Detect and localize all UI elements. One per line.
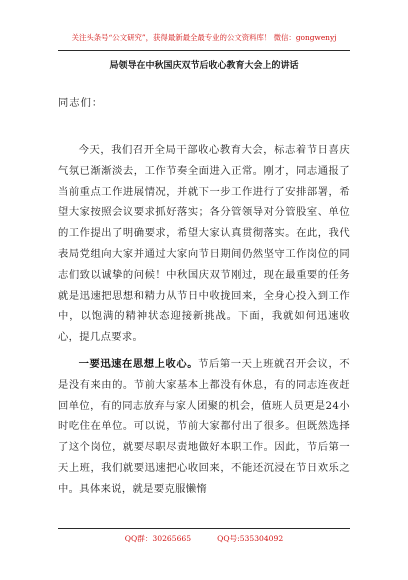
footer-qq-group: QQ群：30265665 xyxy=(124,534,192,543)
footer-divider xyxy=(58,528,350,529)
body-paragraph-1: 今天，我们召开全局干部收心教育大会，标志着节日喜庆气氛已渐渐淡去，工作节奏全面进入正常。刚才，同志通报了当前重点工作进展情况，并就下一步工作进行了安排部署，希望大家按照会议要求抓好落实；各分管领导对分管股室、单位的工作提出了明确要求，希望大家认真贯彻落实。在此，我代表局党组向大家并通过大家向节日期间仍然坚守工作岗位的同志们致以诚挚的问候！中秋国庆双节刚过，现在最重要的任务就是迅速把思想和精力从节日中收拢回来，全身心投入到工作中，以饱满的精神状态迎接新挑战。下面，我就如何迅速收心，提几点要求。 xyxy=(58,144,350,344)
footer-qq-number: QQ号:535304092 xyxy=(217,534,284,543)
body-paragraph-2 xyxy=(58,354,350,500)
document-title: 局领导在中秋国庆双节后收心教育大会上的讲话 xyxy=(109,61,299,71)
paragraph-2-lead: 一要迅速在思想上收心。 xyxy=(78,358,199,370)
header-promo-note: 关注头条号“公文研究”，获得最新最全最专业的公文资料库！ 微信：gongwenyj xyxy=(71,33,337,42)
footer-contact xyxy=(58,533,350,544)
salutation: 同志们： xyxy=(58,97,104,109)
paragraph-2-body: 节后第一天上班就召开会议，不是没有来由的。节前大家基本上都没有休息，有的同志连夜赶回单位，有的同志放弃与家人团聚的机会，值班人员更是24小时吃住在单位。可以说，节前大家都付出了很多。但既然选择了这个岗位，就要尽职尽责地做好本职工作。因此，节后第一天上班，我们就要迅速把心收回来，不能还沉浸在节日欢乐之中。具体来说，就是要克服懒惰 xyxy=(58,358,350,495)
header-divider xyxy=(58,50,350,51)
